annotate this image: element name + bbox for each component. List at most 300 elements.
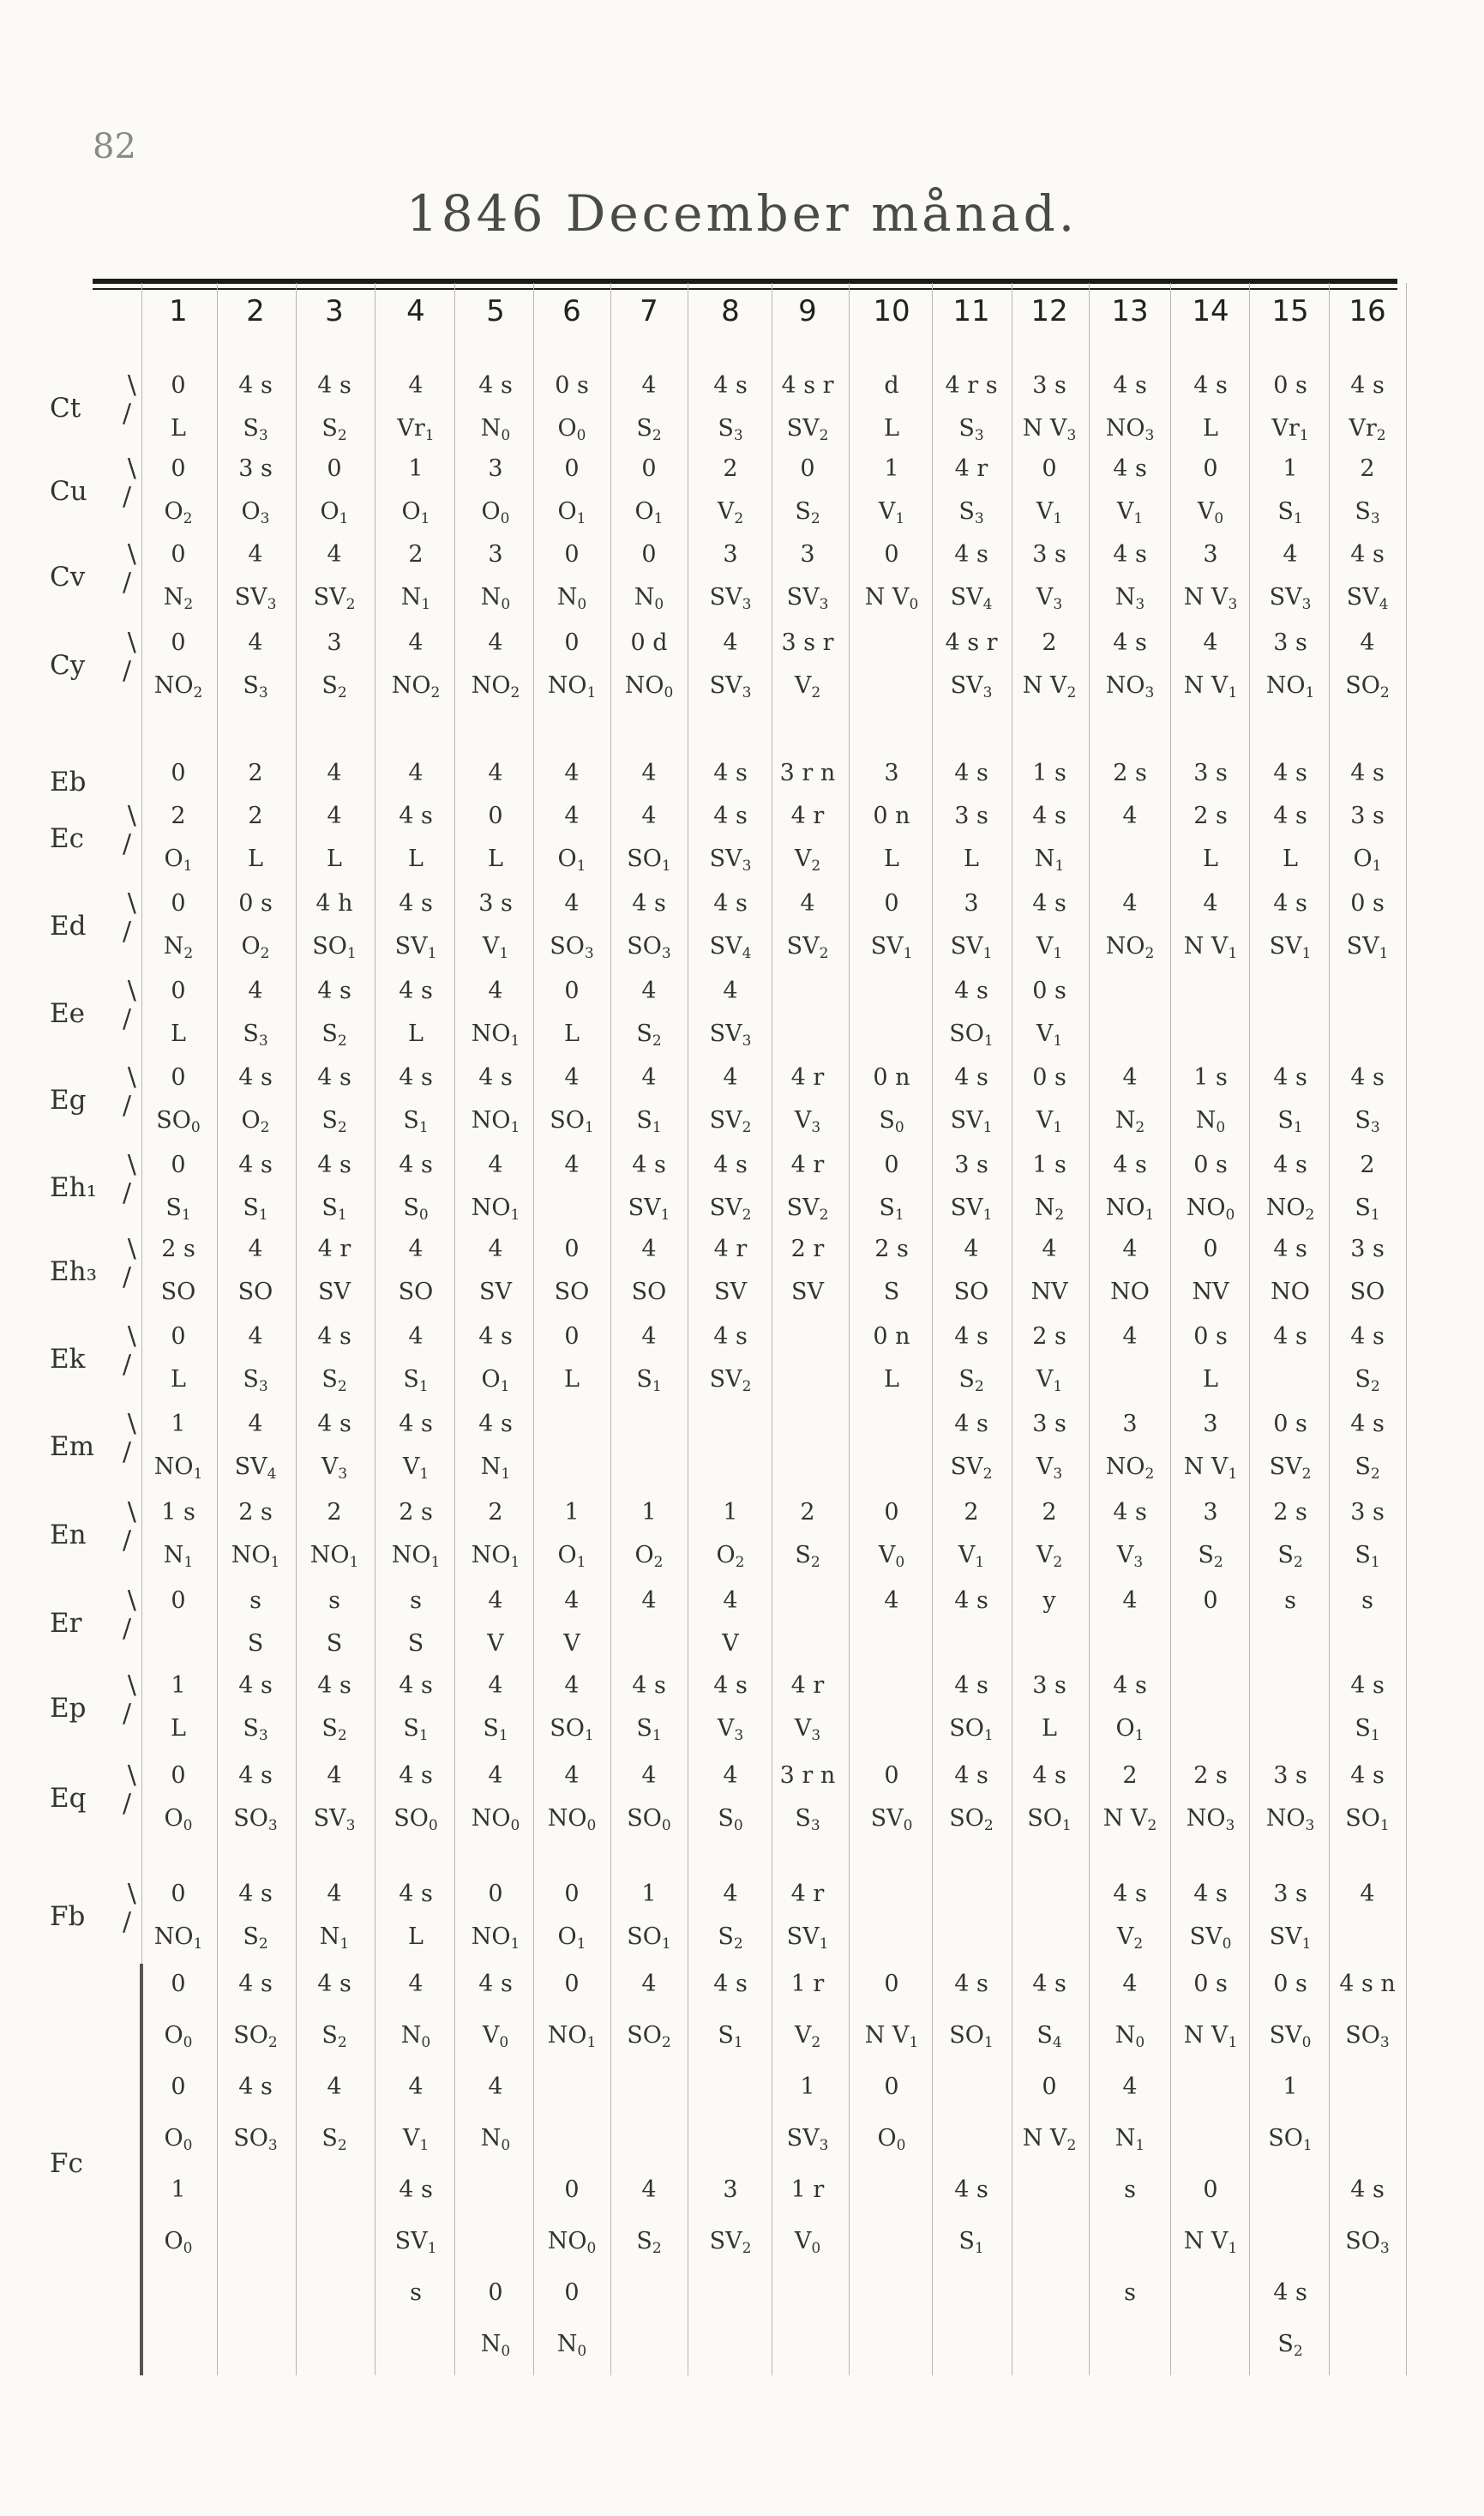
table-cell: 2 s [874,1236,909,1262]
table-cell: 4 s [478,1323,513,1350]
table-cell: 3 s [954,803,988,829]
table-cell: $O_3$ [241,498,270,527]
row-brace: ∕ [123,829,132,859]
table-cell: $N_2$ [163,584,194,613]
table-cell: 4 [248,629,263,656]
table-cell: 3 s [1350,803,1385,829]
table-cell: s [1284,1587,1296,1614]
table-cell: 4 s [399,1672,433,1699]
table-cell: $V_0$ [482,2022,509,2051]
table-cell: $SV_2$ [313,584,356,613]
row-brace: ∕ [123,1437,132,1467]
table-cell: 4 s [713,803,748,829]
row-label: Cv [50,562,86,593]
table-cell: $S_1$ [165,1195,191,1224]
table-cell: 4 s [1032,890,1066,917]
table-cell: 2 [800,1499,815,1526]
table-cell: $NO_0$ [1186,1195,1235,1224]
table-cell: $SV_1$ [394,2228,437,2257]
table-cell: N $V_2$ [1022,2125,1077,2154]
table-cell: $S_3$ [243,1366,268,1395]
table-cell: $NO_2$ [471,672,520,701]
column-header: 8 [721,294,740,328]
table-cell: 4 [641,803,657,829]
table-cell: 2 [964,1499,979,1526]
table-cell: 4 [564,760,580,786]
table-cell: 4 [564,803,580,829]
row-label: Cy [50,650,86,681]
table-cell: 4 r [790,1881,825,1907]
table-cell: 0 s [1350,890,1385,917]
table-cell: 4 [884,1587,899,1614]
row-brace: ∕ [123,1699,132,1729]
row-label: Ee [50,998,85,1029]
table-cell: 0 [884,1762,899,1789]
table-cell: $S_0$ [879,1107,904,1136]
table-cell: 4 [1122,1971,1138,1997]
table-cell: $SV_3$ [709,1020,752,1050]
table-cell: 4 [800,890,815,917]
table-cell: L [884,846,899,872]
table-cell: 4 [488,978,503,1004]
table-cell: 4 [641,1762,657,1789]
table-cell: SO [398,1279,434,1305]
table-cell: 0 [564,1881,580,1907]
table-cell: $SO_1$ [312,933,357,962]
table-cell: L [327,846,342,872]
table-cell: $N_2$ [1115,1107,1145,1136]
table-cell: $SV_2$ [786,933,829,962]
row-brace: ∕ [123,1350,132,1380]
table-cell: L [408,1923,424,1950]
table-cell: 4 s [1350,541,1385,568]
table-cell: 0 [171,1881,186,1907]
table-cell: $S_3$ [958,415,984,444]
table-cell: 4 s [478,372,513,399]
table-cell: 4 s [399,1881,433,1907]
table-cell: 1 [171,1672,186,1699]
table-cell: $NO_0$ [624,672,674,701]
table-cell: $N_0$ [1115,2022,1145,2051]
table-cell: 4 s [954,1971,988,1997]
table-cell: 1 s [1032,1152,1066,1178]
table-cell: 4 [327,1881,342,1907]
table-cell: $SO_3$ [233,2125,278,2154]
table-cell: 4 [641,1971,657,1997]
table-cell: 0 [564,1236,580,1262]
table-cell: 4 s [632,1152,666,1178]
table-cell: $SO_1$ [1268,2125,1313,2154]
table-cell: $NO_2$ [1105,933,1155,962]
table-cell: 3 [964,890,979,917]
table-cell: 3 [327,629,342,656]
table-cell: N $V_3$ [1022,415,1077,444]
table-cell: 0 [564,541,580,568]
table-cell: $S_2$ [321,672,347,701]
table-cell: 4 s [238,1971,273,1997]
table-cell: s [1124,2176,1136,2203]
table-cell: SV [791,1279,824,1305]
table-cell: $O_1$ [481,1366,510,1395]
row-label: Eg [50,1085,87,1116]
table-cell: 4 s [399,803,433,829]
table-cell: L [1203,846,1218,872]
table-cell: 0 [1203,1587,1218,1614]
row-brace: ∕ [123,1178,132,1208]
table-cell: $N_0$ [480,2331,511,2360]
table-cell: 0 s [555,372,589,399]
table-cell: 3 s [1193,760,1228,786]
table-cell: 4 s [954,1587,988,1614]
table-cell: NV [1030,1279,1068,1305]
table-cell: $SV_0$ [870,1805,913,1834]
table-cell: s [410,1587,422,1614]
table-cell: SO [953,1279,989,1305]
table-cell: $V_2$ [1116,1923,1144,1953]
table-cell: 3 [1203,1411,1218,1437]
table-cell: $SO_1$ [1345,1805,1390,1834]
table-cell: 4 s [954,1064,988,1091]
table-cell: $NO_2$ [391,672,441,701]
table-cell: $SO_1$ [949,2022,994,2051]
table-cell: 4 [1360,629,1375,656]
table-cell: 4 s r [781,372,834,399]
table-cell: $SV_1$ [1269,933,1312,962]
table-cell: $O_1$ [634,498,664,527]
table-cell: 4 [488,2074,503,2100]
column-header: 10 [873,294,910,328]
table-cell: $SO_3$ [1345,2228,1390,2257]
table-cell: $SO_1$ [1027,1805,1072,1834]
row-brace: ∕ [123,482,132,512]
table-cell: N $V_1$ [1183,2022,1238,2051]
table-cell: 2 [1042,1499,1057,1526]
table-cell: $S_2$ [1355,1366,1380,1395]
table-cell: $N_0$ [556,584,587,613]
table-cell: $SO_2$ [627,2022,671,2051]
table-cell: $O_2$ [241,1107,270,1136]
row-brace: ∖ [123,1761,140,1791]
table-cell: 4 s [954,760,988,786]
table-cell: $NO_2$ [153,672,203,701]
table-cell: 4 s [399,1152,433,1178]
table-cell: $NO_0$ [471,1805,520,1834]
table-cell: 0 s [1273,1971,1307,1997]
table-cell: $SO_3$ [627,933,671,962]
table-cell: $N_0$ [480,415,511,444]
table-cell: 3 s [1273,629,1307,656]
table-cell: $S_1$ [718,2022,743,2051]
table-cell: 0 s [238,890,273,917]
table-cell: $Vr_1$ [397,415,435,444]
table-cell: 4 [641,1064,657,1091]
table-cell: 4 [248,541,263,568]
table-cell: 0 [171,760,186,786]
table-cell: 2 s [399,1499,433,1526]
table-cell: 4 s [954,1411,988,1437]
table-cell: 3 [1122,1411,1138,1437]
table-cell: 4 s [713,1672,748,1699]
table-cell: 3 s [1273,1881,1307,1907]
table-cell: 4 [1203,890,1218,917]
table-cell: $NO_2$ [1265,1195,1315,1224]
table-cell: $V_1$ [1116,498,1144,527]
table-cell: $O_1$ [557,846,586,875]
table-cell: 4 s [1273,1064,1307,1091]
table-cell: N $V_1$ [864,2022,919,2051]
table-cell: $SO_3$ [550,933,594,962]
table-cell: 2 [1360,1152,1375,1178]
table-cell: 3 s [1032,1411,1066,1437]
table-cell: $O_0$ [164,2125,193,2154]
table-cell: $SO_1$ [949,1715,994,1744]
table-cell: N $V_3$ [1183,584,1238,613]
table-cell: 4 s [1032,1971,1066,1997]
table-cell: 0 [171,1762,186,1789]
table-cell: 4 s [1193,1881,1228,1907]
table-cell: 4 s [1350,1064,1385,1091]
table-cell: N $V_2$ [1022,672,1077,701]
table-cell: $S_2$ [636,1020,662,1050]
table-cell: 4 s [1032,1762,1066,1789]
table-cell: 4 s [1273,760,1307,786]
table-cell: 0 [488,1881,503,1907]
table-cell: s [1124,2279,1136,2306]
row-label: Er [50,1608,82,1639]
table-cell: 4 [1122,1236,1138,1262]
table-cell: $N_1$ [163,1542,194,1571]
table-cell: 0 [884,1152,899,1178]
table-cell: $SV_1$ [950,1107,993,1136]
table-cell: $O_1$ [1115,1715,1145,1744]
row-label: Eb [50,767,87,798]
row-brace: ∕ [123,1526,132,1556]
table-cell: s [249,1587,261,1614]
table-cell: 4 s [1350,1323,1385,1350]
row-label: Em [50,1431,95,1462]
table-cell: 4 r [713,1236,748,1262]
table-cell: $N_1$ [1115,2125,1145,2154]
table-cell: L [564,1366,580,1393]
table-cell: $NO_1$ [471,1020,520,1050]
column-header: 14 [1192,294,1229,328]
table-cell: 0 d [630,629,668,656]
table-cell: 0 n [873,1064,910,1091]
table-cell: $O_1$ [164,846,193,875]
table-cell: 4 s [713,1323,748,1350]
table-cell: 0 [1203,455,1218,482]
table-cell: $O_1$ [401,498,430,527]
table-cell: 4 [564,1152,580,1178]
table-cell: 2 s [1193,1762,1228,1789]
table-cell: $SO_0$ [394,1805,438,1834]
table-cell: $O_1$ [557,1923,586,1953]
table-cell: 1 [171,2176,186,2203]
table-cell: s [1361,1587,1373,1614]
row-brace: ∖ [123,977,140,1007]
table-cell: $V_1$ [482,933,509,962]
table-cell: s [328,1587,340,1614]
table-cell: 4 s [954,978,988,1004]
table-cell: 4 [564,1672,580,1699]
table-cell: $SV_2$ [786,1195,829,1224]
table-cell: 3 [488,541,503,568]
table-cell: 3 r n [779,1762,836,1789]
table-cell: $O_2$ [716,1542,745,1571]
table-cell: 4 s [1273,890,1307,917]
row-brace: ∖ [123,1498,140,1528]
table-cell: $V_3$ [794,1715,821,1744]
row-brace: ∕ [123,1091,132,1121]
table-cell: 2 [248,760,263,786]
row-label: Ct [50,393,81,424]
table-cell: L [564,1020,580,1047]
table-cell: 4 s [238,1152,273,1178]
table-cell: $V_1$ [958,1542,985,1571]
table-cell: $SO_1$ [627,846,671,875]
table-cell: $S_2$ [321,2125,347,2154]
table-cell: 4 s [632,1672,666,1699]
table-cell: $N_0$ [480,2125,511,2154]
table-cell: $SV_2$ [709,2228,752,2257]
table-cell: $S_2$ [1277,1542,1303,1571]
table-cell: 0 [488,2279,503,2306]
table-cell: 4 [1122,803,1138,829]
table-cell: $SO_2$ [233,2022,278,2051]
table-cell: 4 s [317,1152,351,1178]
table-cell: 2 [723,455,738,482]
table-cell: $SV_0$ [1269,2022,1312,2051]
table-cell: $NO_1$ [231,1542,280,1571]
table-cell: SV [479,1279,512,1305]
table-cell: 0 [564,2279,580,2306]
table-cell: $N_1$ [1034,846,1065,875]
table-cell: 4 [248,1411,263,1437]
table-cell: 4 s [1350,372,1385,399]
table-cell: 0 [171,1064,186,1091]
table-cell: $V_3$ [1036,1454,1063,1483]
table-cell: 4 [408,1323,424,1350]
table-cell: 3 r n [779,760,836,786]
table-cell: 1 s [1032,760,1066,786]
row-brace: ∕ [123,568,132,598]
table-cell: $SV_2$ [1269,1454,1312,1483]
table-cell: $SV_3$ [1269,584,1312,613]
table-cell: 2 [171,803,186,829]
table-cell: L [171,415,186,442]
row-brace: ∖ [123,1671,140,1701]
table-cell: $NO_1$ [471,1107,520,1136]
table-cell: 4 r [790,803,825,829]
row-label: Eh₃ [50,1256,98,1287]
table-cell: $Vr_1$ [1271,415,1309,444]
table-cell: $S_2$ [321,415,347,444]
table-cell: $S_1$ [1277,1107,1303,1136]
table-cell: 4 [408,1236,424,1262]
table-cell: 4 s [1273,2279,1307,2306]
table-cell: $SO_1$ [550,1107,594,1136]
table-cell: 0 [171,1152,186,1178]
table-cell: L [488,846,503,872]
row-label: En [50,1520,87,1550]
table-cell: $S_1$ [636,1366,662,1395]
table-cell: 4 [488,629,503,656]
table-cell: 3 s r [781,629,834,656]
table-cell: NV [1192,1279,1229,1305]
table-cell: 4 [1122,2074,1138,2100]
row-brace: ∕ [123,656,132,686]
table-cell: $S_1$ [321,1195,347,1224]
table-cell: d [884,372,899,399]
table-cell: 4 s [1350,2176,1385,2203]
table-cell: 4 [1122,1323,1138,1350]
table-cell: 4 s [1273,1323,1307,1350]
table-cell: 0 [171,1587,186,1614]
table-cell: $NO_1$ [153,1923,203,1953]
table-cell: 4 [723,1587,738,1614]
table-cell: 4 [1122,1587,1138,1614]
table-cell: $SO_2$ [1345,672,1390,701]
table-cell: 2 [488,1499,503,1526]
table-cell: $S_2$ [718,1923,743,1953]
table-cell: 4 s [1350,760,1385,786]
table-cell: SV [714,1279,747,1305]
table-cell: 4 s [478,1971,513,1997]
table-cell: $O_0$ [481,498,510,527]
table-cell: 4 [723,1881,738,1907]
table-cell: 4 s [713,890,748,917]
row-brace: ∕ [123,1789,132,1819]
table-cell: 4 s [1350,1672,1385,1699]
table-cell: $S_3$ [958,498,984,527]
table-cell: 2 s [1273,1499,1307,1526]
table-cell: 4 r s [945,372,998,399]
table-cell: $O_0$ [164,1805,193,1834]
table-cell: 0 n [873,1323,910,1350]
table-cell: 4 s [238,1064,273,1091]
table-cell: 4 s r [945,629,998,656]
table-cell: V [487,1630,504,1657]
row-label: Fb [50,1901,86,1932]
row-brace: ∖ [123,629,140,659]
row-brace: ∕ [123,917,132,947]
table-cell: 0 [171,2074,186,2100]
table-cell: $SO_0$ [627,1805,671,1834]
table-cell: 1 r [790,1971,825,1997]
table-cell: 4 [488,1587,503,1614]
table-cell: $SV_4$ [1346,584,1389,613]
table-cell: $V_1$ [878,498,905,527]
table-cell: 4 s [317,1323,351,1350]
table-cell: 4 [641,2176,657,2203]
table-cell: 4 [564,1762,580,1789]
table-cell: $NO_1$ [547,672,597,701]
table-cell: N $V_1$ [1183,2228,1238,2257]
row-brace: ∖ [123,1880,140,1910]
table-cell: $S_2$ [321,1366,347,1395]
table-cell: $V_3$ [1036,584,1063,613]
table-cell: SO [1349,1279,1385,1305]
table-cell: 4 [641,978,657,1004]
table-cell: 4 [408,760,424,786]
table-cell: $V_1$ [1036,1020,1063,1050]
column-header: 9 [798,294,817,328]
table-cell: 4 s [238,372,273,399]
table-cell: $SV_4$ [234,1454,277,1483]
table-cell: $S_1$ [958,2228,984,2257]
table-cell: 4 [564,1587,580,1614]
table-cell: 4 s [1193,372,1228,399]
